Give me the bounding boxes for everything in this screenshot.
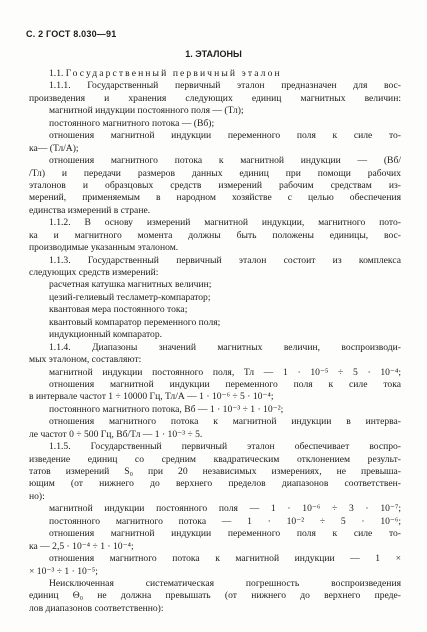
- text-line: татов измерений S₀ при 20 независимых измерениях, не превыша-: [29, 466, 401, 477]
- text-line: × 10⁻³ ÷ 1 · 10⁻⁵;: [29, 565, 98, 577]
- text-line: следующих средств измерений:: [29, 267, 159, 278]
- text-line: единства измерений в стране.: [29, 204, 151, 216]
- text-line: 1.1.4. Диапазоны значений магнитных величин, воспроизводи-: [49, 341, 401, 353]
- running-head: С. 2 ГОСТ 8.030—91: [26, 29, 117, 39]
- text-line: ка — 2,5 · 10⁻⁴ ÷ 1 · 10⁻⁴;: [29, 540, 134, 552]
- text-line: ле частот 0 ÷ 500 Гц, Вб/Тл — 1 · 10⁻³ ÷ 5.: [29, 428, 203, 440]
- subsection-title: Государственный первичный эталон: [65, 68, 282, 79]
- subsection-number: 1.1.: [49, 68, 64, 79]
- text-line: отношения магнитной индукции переменного поля к силе то-: [49, 130, 401, 142]
- text-line: расчетная катушка магнитных величин;: [49, 279, 212, 291]
- text-line: постоянного магнитного потока — (Вб);: [49, 117, 215, 129]
- text-line: но):: [29, 490, 45, 502]
- text-line: постоянного магнитного потока, Вб — 1 · 10⁻³ ÷ 1 · 10⁻²;: [49, 403, 284, 415]
- text-line: эталонов и образцовых средств измерений рабочим средствам из-: [29, 179, 401, 191]
- text-line: 1.1.5. Государственный первичный эталон обеспечивает воспро-: [49, 441, 401, 453]
- text-line: постоянного магнитного потока — 1 · 10⁻² ÷ 5 · 10⁻⁶;: [49, 515, 401, 527]
- text-line: 1.1.1. Государственный первичный эталон предназначен для вос-: [49, 80, 401, 92]
- text-line: 1.1.2. В основу измерений магнитной индукции, магнитного пото-: [49, 217, 401, 229]
- text-line: отношения магнитной индукции переменного поля к силе то-: [49, 528, 401, 540]
- document-body: [29, 68, 401, 615]
- text-line: мых эталоном, составляют:: [29, 354, 142, 366]
- text-line: производимые указанным эталоном.: [29, 242, 179, 254]
- text-line: магнитной индукции постоянного поля, Тл — 1 · 10⁻⁵ ÷ 5 · 10⁻⁴;: [49, 366, 401, 378]
- text-line: квантовый компаратор переменного поля;: [49, 316, 221, 328]
- text-line: в интервале частот 1 ÷ 10000 Гц, Тл/А — 1 · 10⁻⁶ ÷ 5 · 10⁻⁴;: [29, 391, 274, 403]
- text-line: единиц Θ₀ не должна превышать (от нижнего до верхнего преде-: [29, 590, 401, 602]
- text-line: изведение единиц со средним квадратическим отклонением результ-: [29, 453, 401, 465]
- text-line: Неисключенная систематическая погрешность воспроизведения: [49, 577, 401, 589]
- text-line: лов диапазонов соответственно):: [29, 602, 164, 614]
- section-title: 1. ЭТАЛОНЫ: [185, 49, 242, 59]
- text-line: ющим (от нижнего до верхнего пределов диапазонов соответствен-: [29, 478, 401, 490]
- text-line: отношения магнитной индукции переменного поля к силе тока: [49, 378, 401, 390]
- text-line: цезий-гелиевый тесламетр-компаратор;: [49, 291, 211, 303]
- text-line: 1.1.3. Государственный первичный эталон состоит из комплекса: [49, 254, 401, 266]
- text-line: отношения магнитного потока к магнитной индукции в интерва-: [49, 416, 401, 428]
- text-line: магнитной индукции постоянного поля — 1 · 10⁻⁶ ÷ 3 · 10⁻⁷;: [49, 503, 401, 515]
- text-line: произведения и хранения следующих единиц магнитных величин:: [29, 92, 401, 104]
- text-line: /Тл) и передачи размеров данных единиц при помощи рабочих: [29, 167, 401, 179]
- text-line: ка и магнитного момента должны быть положены единицы, вос-: [29, 229, 401, 241]
- text-line: индукционный компаратор.: [49, 329, 163, 341]
- text-line: отношения магнитного потока к магнитной индукции — 1 ×: [49, 553, 401, 565]
- subsection-heading: [29, 68, 401, 80]
- text-line: ка— (Тл/А);: [29, 142, 79, 154]
- text-line: квантовая мера постоянного тока;: [49, 304, 188, 316]
- text-line: магнитной индукции постоянного поля — (Тл);: [49, 105, 244, 117]
- text-line: отношения магнитного потока к магнитной индукции — (Вб/: [49, 155, 401, 167]
- text-line: мерений, применяемым в народном хозяйстве с целью обеспечения: [29, 192, 401, 204]
